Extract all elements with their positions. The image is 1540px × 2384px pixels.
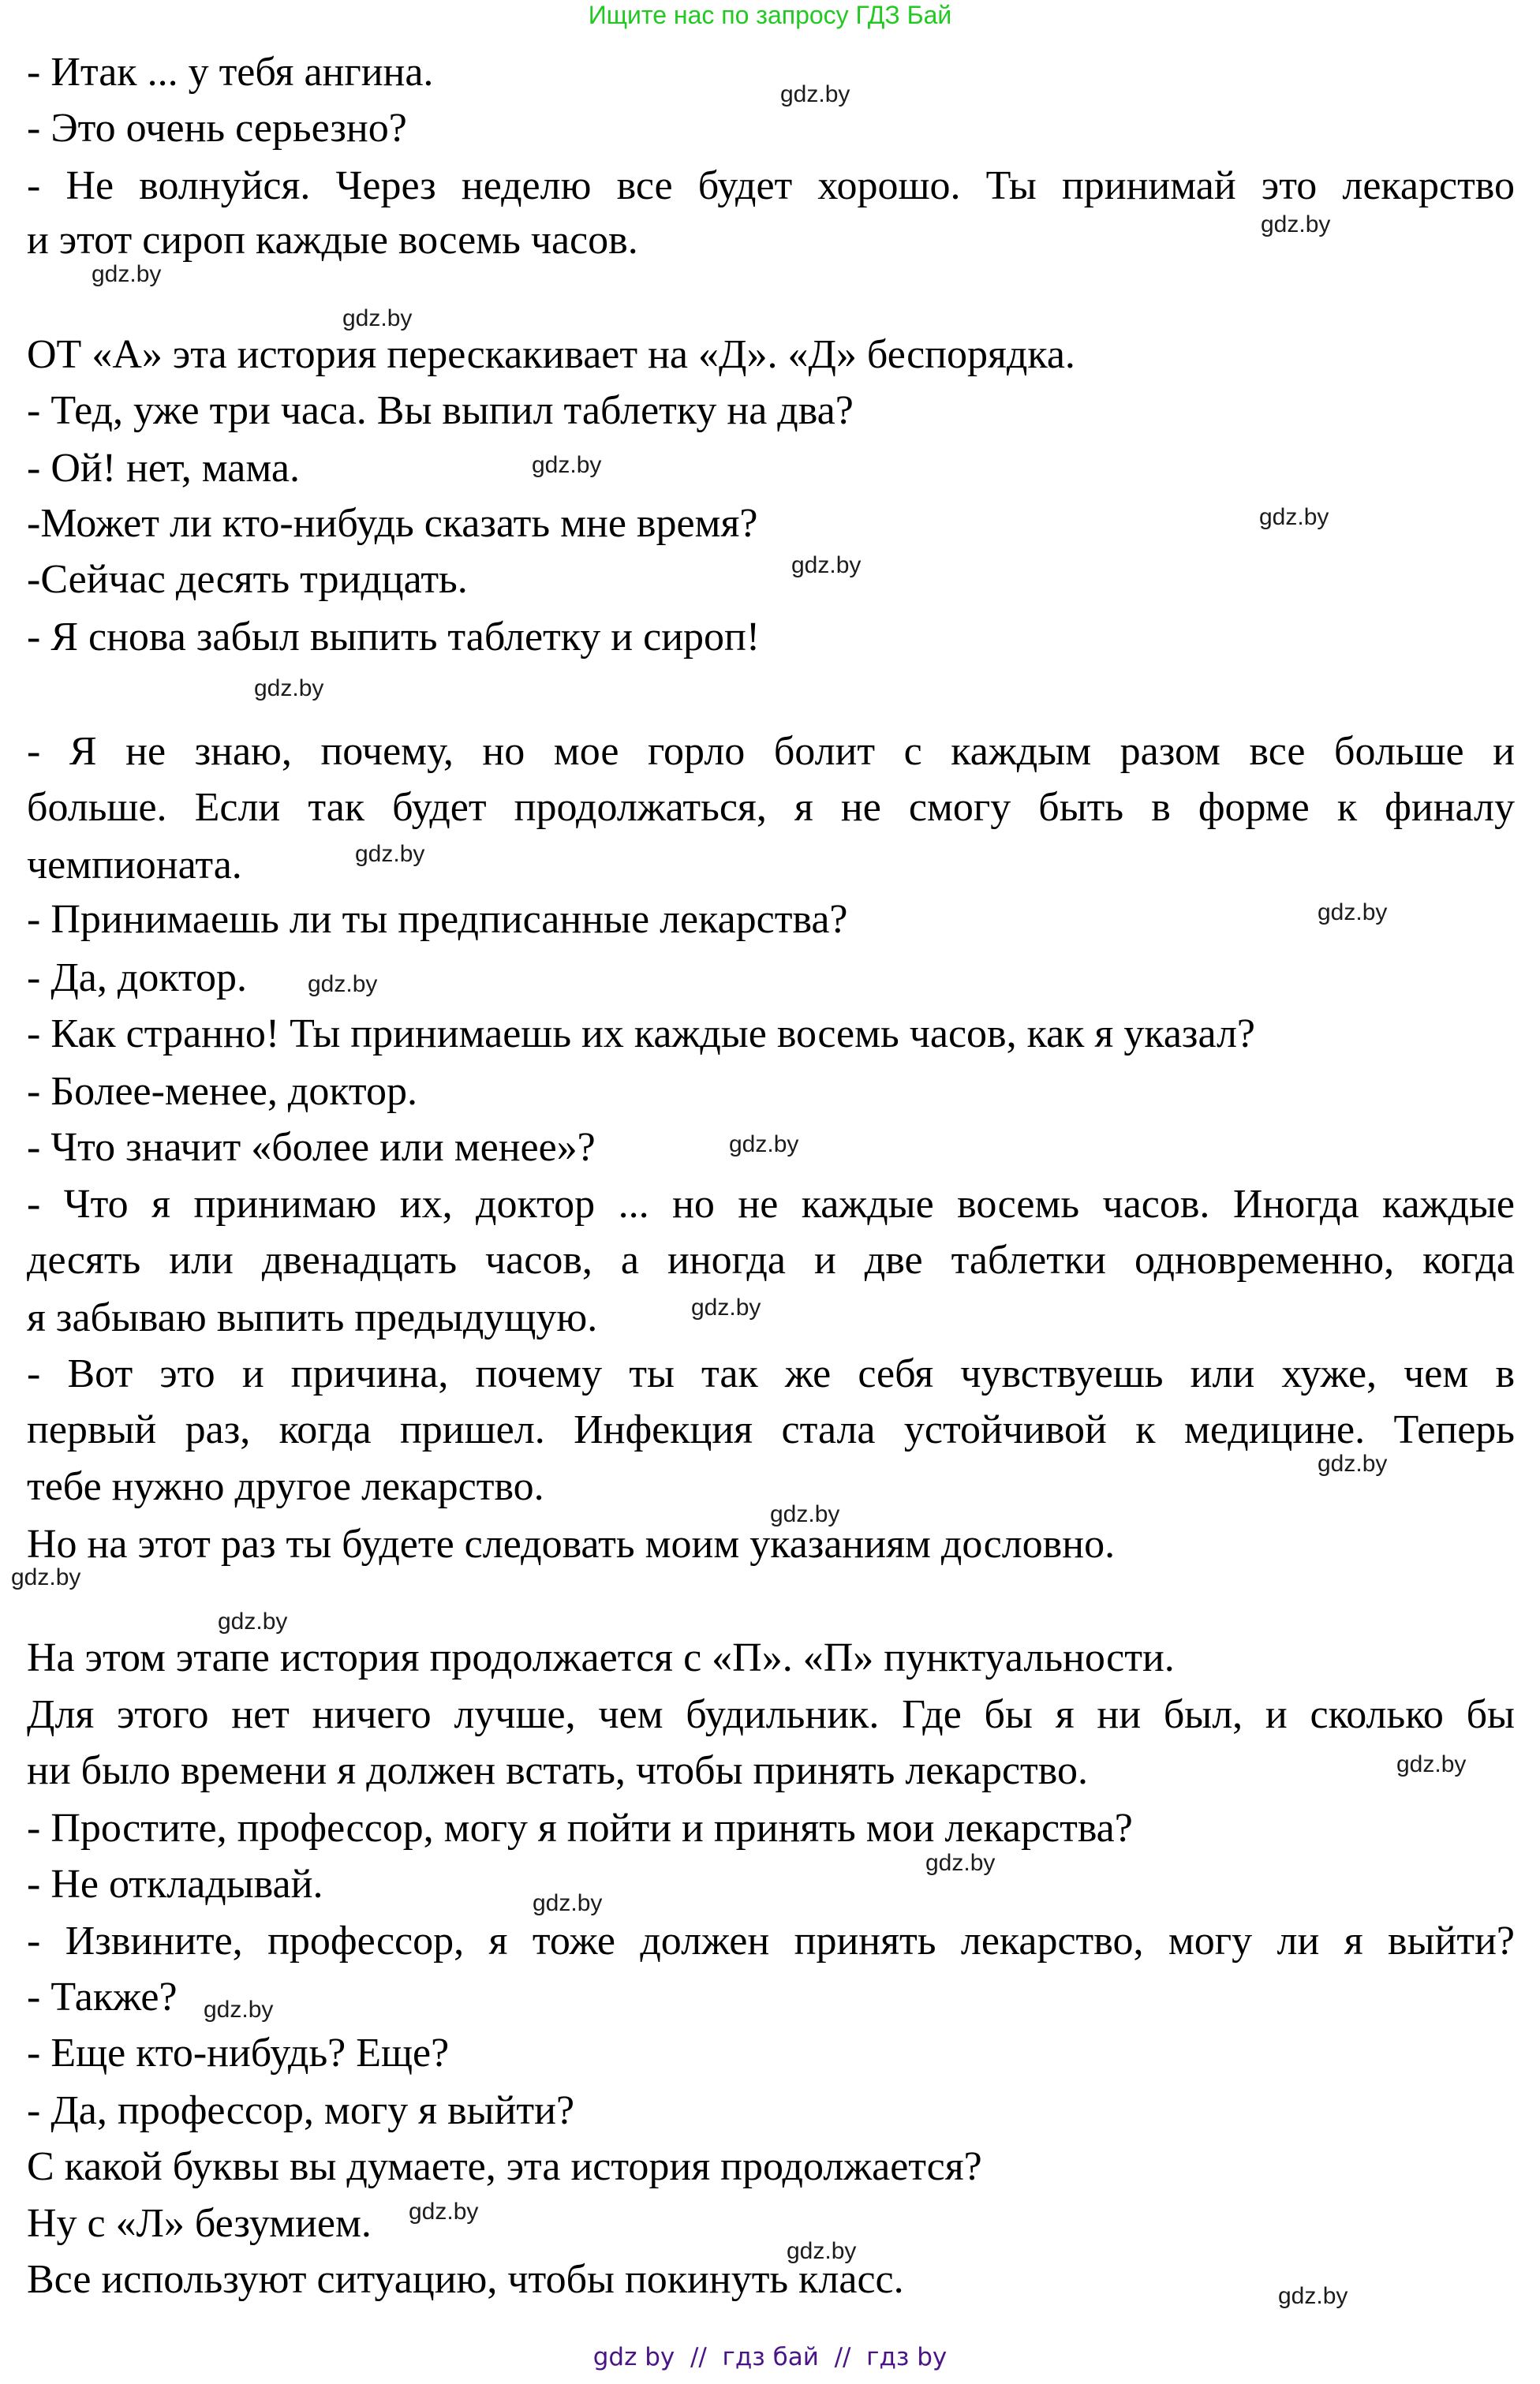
- watermark: gdz.by: [1318, 1451, 1388, 1477]
- watermark: gdz.by: [1261, 211, 1331, 237]
- text-line: ни было времени я должен встать, чтобы принять лекарство.: [27, 1748, 1088, 1793]
- watermark: gdz.by: [11, 1564, 81, 1590]
- text-line: - Также?: [27, 1975, 178, 2020]
- text-line: - Что значит «более или менее»?: [27, 1125, 596, 1170]
- text-line: На этом этапе история продолжается с «П». «П» пунктуальности.: [27, 1635, 1175, 1680]
- watermark: gdz.by: [1278, 2283, 1348, 2309]
- watermark: gdz.by: [532, 452, 602, 478]
- text-line: -Может ли кто-нибудь сказать мне время?: [27, 501, 758, 546]
- text-line: - Я снова забыл выпить таблетку и сироп!: [27, 615, 761, 660]
- text-line: тебе нужно другое лекарство.: [27, 1464, 544, 1509]
- text-line: Но на этот раз ты будете следовать моим указаниям дословно.: [27, 1522, 1116, 1567]
- watermark: gdz.by: [218, 1609, 288, 1635]
- text-line: С какой буквы вы думаете, эта история продолжается?: [27, 2144, 982, 2189]
- watermark: gdz.by: [204, 1997, 274, 2023]
- text-line: - Что я принимаю их, доктор ... но не каждые восемь часов. Иногда каждые: [27, 1182, 1515, 1227]
- text-line: - Простите, профессор, могу я пойти и принять мои лекарства?: [27, 1806, 1133, 1851]
- text-line: Для этого нет ничего лучше, чем будильник. Где бы я ни был, и сколько бы: [27, 1692, 1515, 1737]
- text-line: - Ой! нет, мама.: [27, 446, 300, 491]
- watermark: gdz.by: [533, 1890, 603, 1916]
- watermark: gdz.by: [1396, 1751, 1467, 1777]
- text-line: Ну с «Л» безумием.: [27, 2201, 372, 2246]
- text-line: - Да, профессор, могу я выйти?: [27, 2088, 575, 2133]
- text-line: чемпионата.: [27, 843, 242, 887]
- text-line: - Не волнуйся. Через неделю все будет хорошо. Ты принимай это лекарство: [27, 163, 1515, 208]
- watermark: gdz.by: [925, 1850, 996, 1876]
- watermark: gdz.by: [342, 305, 413, 331]
- watermark: gdz.by: [780, 81, 850, 107]
- text-line: я забываю выпить предыдущую.: [27, 1295, 598, 1340]
- footer-links: gdz by // гдз бай // гдз by: [592, 2343, 948, 2371]
- watermark: gdz.by: [729, 1131, 799, 1157]
- watermark: gdz.by: [92, 261, 162, 287]
- text-line: - Это очень серьезно?: [27, 106, 407, 151]
- text-line: - Извините, профессор, я тоже должен принять лекарство, могу ли я выйти?: [27, 1919, 1515, 1964]
- text-line: - Тед, уже три часа. Вы выпил таблетку на два?: [27, 388, 854, 433]
- watermark: gdz.by: [355, 841, 425, 867]
- text-line: -Сейчас десять тридцать.: [27, 557, 468, 602]
- watermark: gdz.by: [691, 1295, 761, 1321]
- watermark: gdz.by: [308, 971, 378, 997]
- text-line: - Как странно! Ты принимаешь их каждые восемь часов, как я указал?: [27, 1011, 1256, 1056]
- text-line: десять или двенадцать часов, а иногда и две таблетки одновременно, когда: [27, 1238, 1515, 1283]
- text-line: и этот сироп каждые восемь часов.: [27, 218, 638, 263]
- watermark: gdz.by: [254, 675, 324, 701]
- text-line: Все используют ситуацию, чтобы покинуть класс.: [27, 2257, 904, 2302]
- text-line: - Принимаешь ли ты предписанные лекарства?: [27, 897, 848, 942]
- watermark: gdz.by: [770, 1501, 840, 1527]
- watermark: gdz.by: [1318, 899, 1388, 925]
- promo-header: Ищите нас по запросу ГДЗ Бай: [588, 1, 952, 29]
- watermark: gdz.by: [409, 2199, 479, 2225]
- text-line: - Не откладывай.: [27, 1862, 323, 1907]
- text-line: ОТ «А» эта история перескакивает на «Д». «Д» беспорядка.: [27, 332, 1075, 377]
- text-line: - Да, доктор.: [27, 955, 247, 1000]
- text-line: - Я не знаю, почему, но мое горло болит с каждым разом все больше и: [27, 729, 1515, 774]
- watermark: gdz.by: [787, 2238, 857, 2264]
- watermark: gdz.by: [791, 552, 862, 578]
- text-line: - Итак ... у тебя ангина.: [27, 50, 434, 95]
- text-line: - Еще кто-нибудь? Еще?: [27, 2031, 450, 2076]
- text-line: больше. Если так будет продолжаться, я не смогу быть в форме к финалу: [27, 785, 1515, 830]
- text-line: первый раз, когда пришел. Инфекция стала устойчивой к медицине. Теперь: [27, 1407, 1515, 1452]
- text-line: - Более-менее, доктор.: [27, 1069, 417, 1114]
- text-line: - Вот это и причина, почему ты так же себя чувствуешь или хуже, чем в: [27, 1351, 1515, 1396]
- watermark: gdz.by: [1259, 504, 1329, 530]
